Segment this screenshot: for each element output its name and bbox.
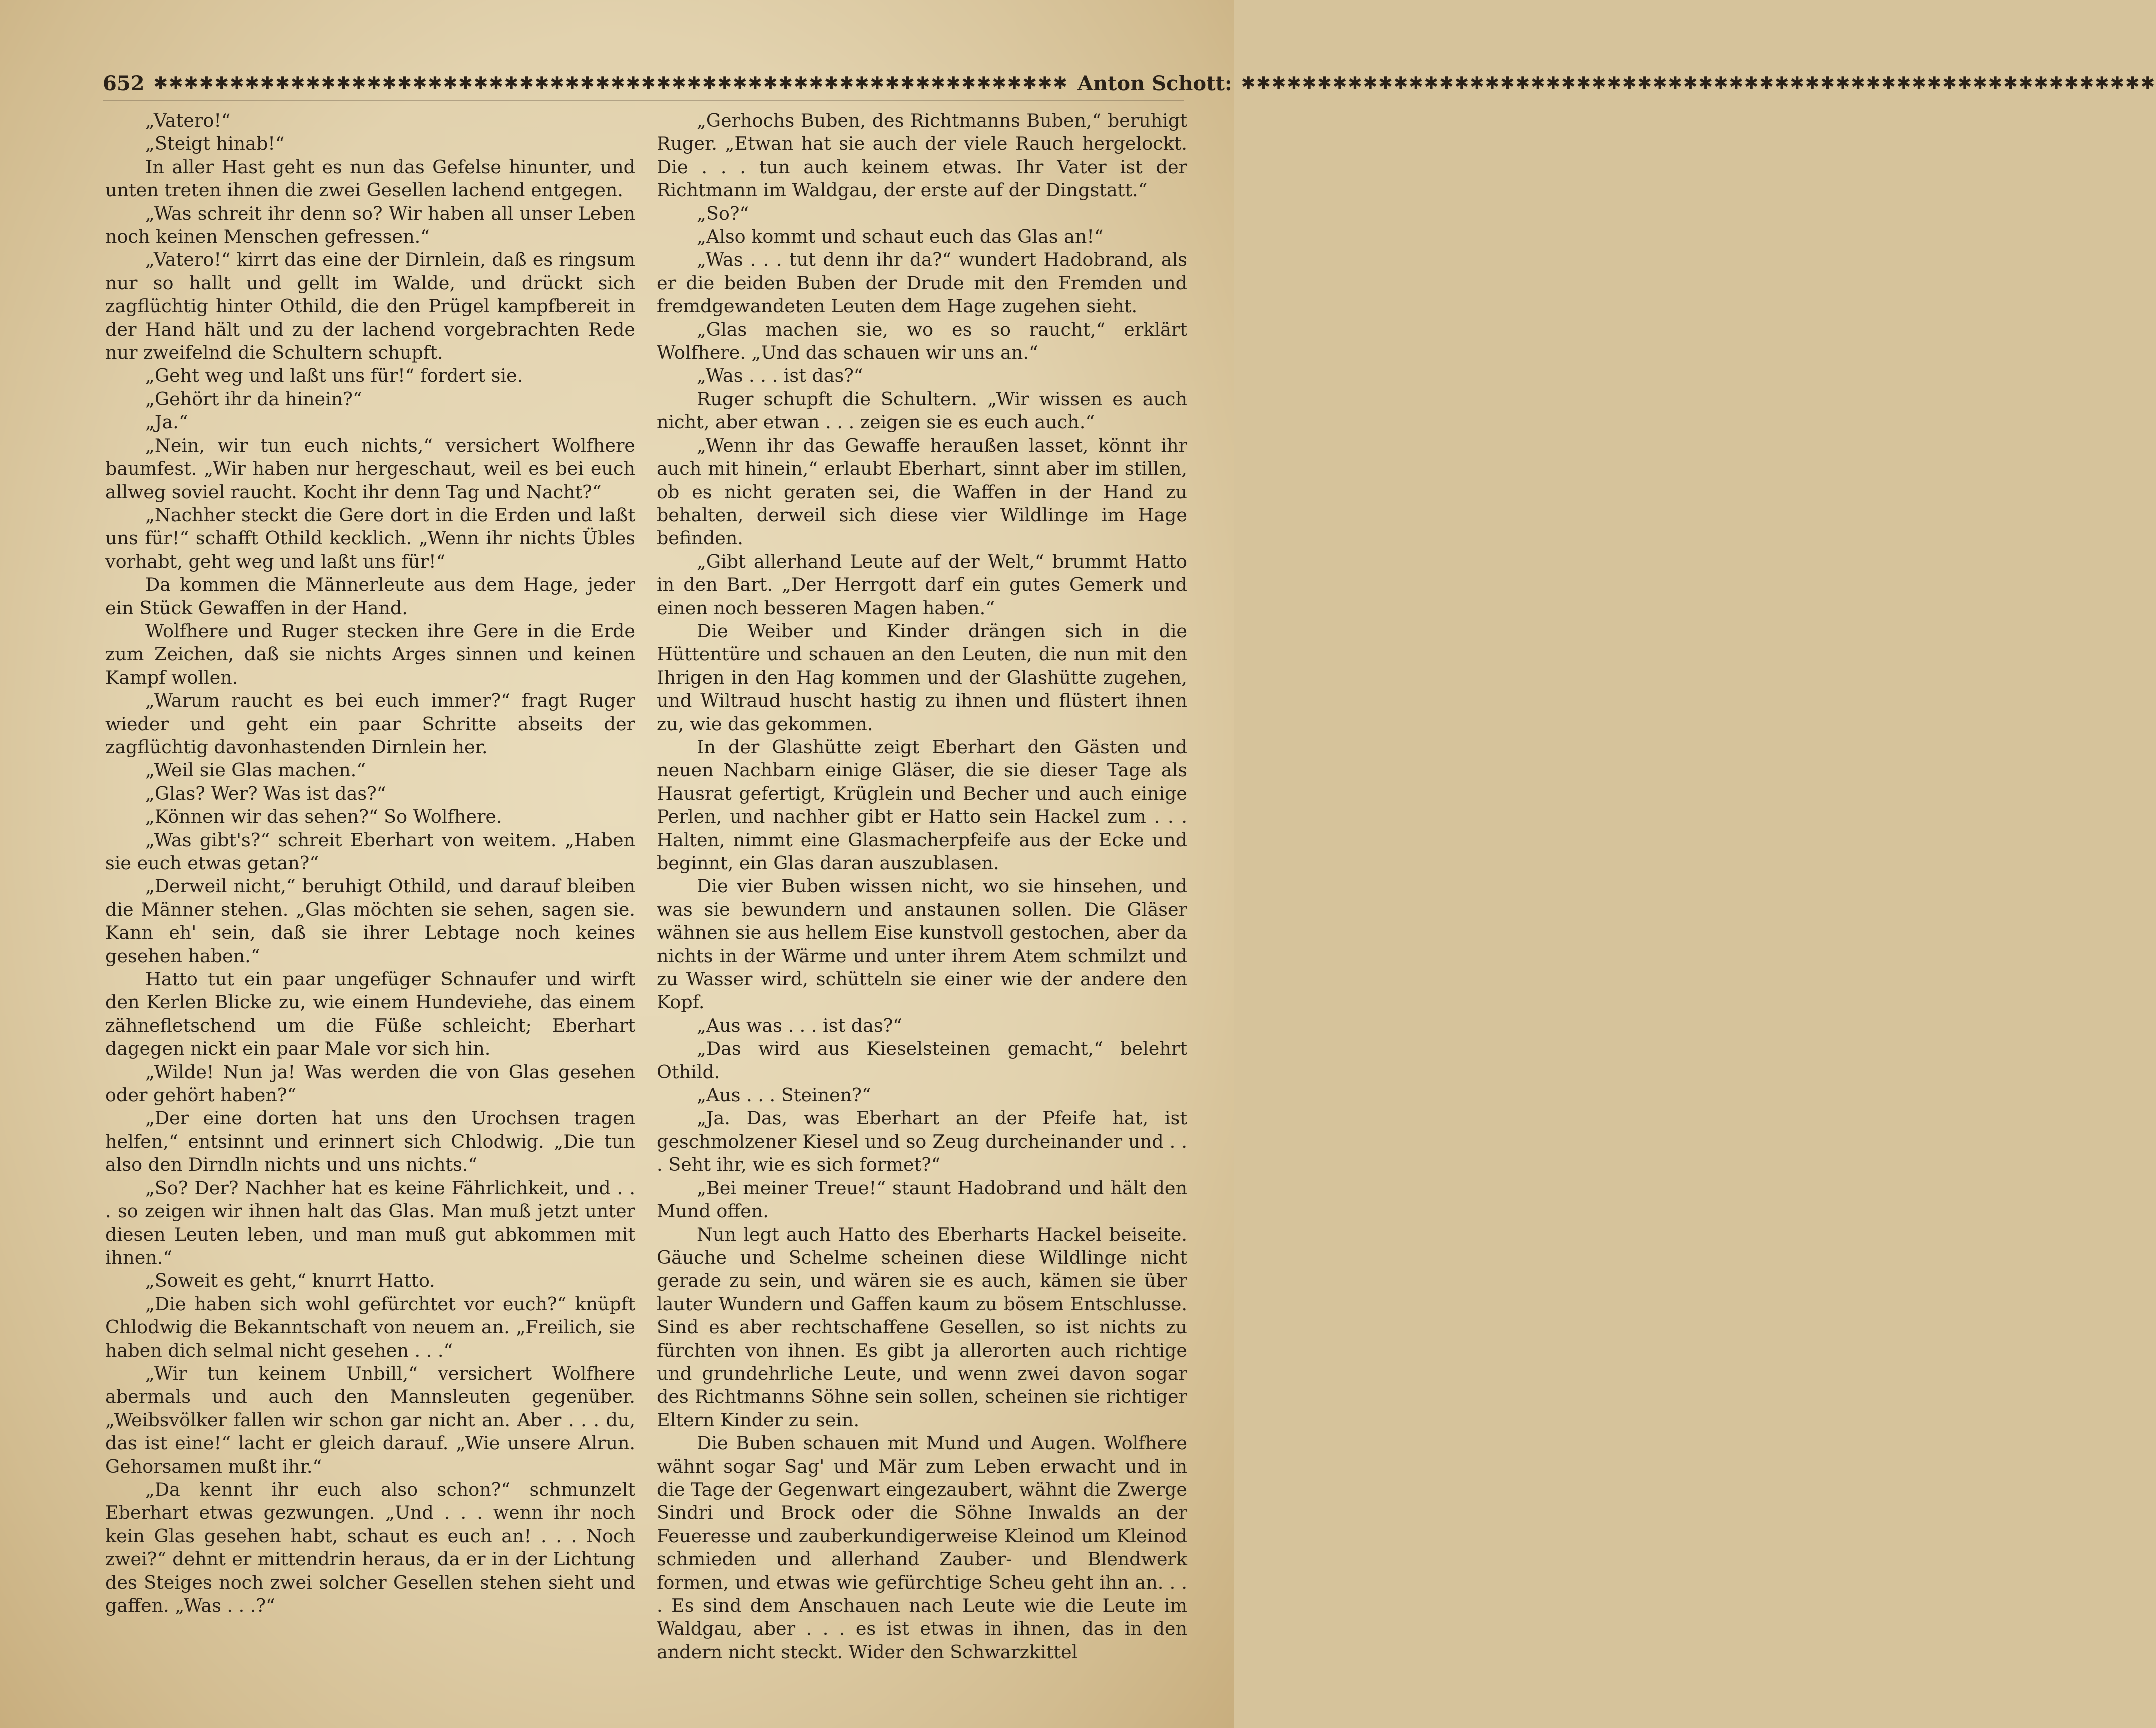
- paragraph: „Was . . . tut denn ihr da?“ wundert Hadobrand, als er die beiden Buben der Drude mit den Fremden und fremdgewandeten Leuten dem Hage zugehen sieht.: [657, 249, 1187, 317]
- paragraph: Wolfhere und Ruger stecken ihre Gere in die Erde zum Zeichen, daß sie nichts Arges sinnen und keinen Kampf wollen.: [105, 620, 635, 688]
- paragraph: „Das wird aus Kieselsteinen gemacht,“ belehrt Othild.: [657, 1038, 1187, 1083]
- page-number: 652: [103, 71, 145, 95]
- paragraph: „Nein, wir tun euch nichts,“ versichert Wolfhere baumfest. „Wir haben nur hergeschaut, weil es bei euch allweg soviel raucht. Kocht ihr denn Tag und Nacht?“: [105, 434, 635, 503]
- paragraph: „Nachher steckt die Gere dort in die Erden und laßt uns für!“ schafft Othild kecklich. „Wenn ihr nichts Übles vorhabt, geht weg und laßt uns für!“: [105, 504, 635, 572]
- paragraph: „Vatero!“ kirrt das eine der Dirnlein, daß es ringsum nur so hallt und gellt im Walde, und drückt sich zagflüchtig hinter Othild, die den Prügel kampfbereit in der Hand hält und zu der lachend vorgebrachten Rede nur zweifelnd die Schultern schupft.: [105, 249, 635, 364]
- paragraph: „Was . . . ist das?“: [697, 365, 863, 387]
- paragraph: „Steigt hinab!“: [145, 133, 285, 155]
- right-text-column: [657, 109, 1187, 1668]
- paragraph: „Geht weg und laßt uns für!“ fordert sie.: [145, 365, 523, 387]
- paragraph: „Gibt allerhand Leute auf der Welt,“ brummt Hatto in den Bart. „Der Herrgott darf ein gutes Gemerk und einen noch besseren Magen haben.“: [657, 550, 1187, 619]
- paragraph: „Können wir das sehen?“ So Wolfhere.: [145, 806, 502, 828]
- header-ornament-left: ✱✱✱✱✱✱✱✱✱✱✱✱✱✱✱✱✱✱✱✱✱✱✱✱✱✱✱✱✱✱✱✱✱✱✱✱✱✱✱✱✱✱✱✱✱✱✱✱✱✱✱✱✱✱✱✱✱✱✱✱: [153, 73, 1068, 93]
- paragraph: „Ja.“: [145, 411, 188, 433]
- paragraph: „Der eine dorten hat uns den Urochsen tragen helfen,“ entsinnt und erinnert sich Chlodwig. „Die tun also den Dirndln nichts und uns nichts.“: [105, 1107, 635, 1176]
- paragraph: „Was gibt's?“ schreit Eberhart von weitem. „Haben sie euch etwas getan?“: [105, 829, 635, 874]
- paragraph: Ruger schupft die Schultern. „Wir wissen es auch nicht, aber etwan . . . zeigen sie es euch auch.“: [657, 388, 1187, 433]
- paragraph: „Was schreit ihr denn so? Wir haben all unser Leben noch keinen Menschen gefressen.“: [105, 202, 635, 248]
- paragraph: „Glas? Wer? Was ist das?“: [145, 782, 386, 804]
- paragraph: „Aus was . . . ist das?“: [697, 1014, 902, 1036]
- paragraph: Die vier Buben wissen nicht, wo sie hinsehen, und was sie bewundern und anstaunen sollen. Die Gläser wähnen sie aus hellem Eise kunstvoll gestochen, aber da nichts in der Wärme und unter ihrem Atem schmilzt und zu Wasser wird, schütteln sie einer wie der andere den Kopf.: [657, 875, 1187, 1013]
- paragraph: „So?“: [697, 202, 749, 224]
- paragraph: „Wir tun keinem Unbill,“ versichert Wolfhere abermals und auch den Mannsleuten gegenüber. „Weibsvölker fallen wir schon gar nicht an. Aber . . . du, das ist eine!“ lacht er gleich darauf. „Wie unsere Alrun. Gehorsamen mußt ihr.“: [105, 1362, 635, 1477]
- paragraph: Nun legt auch Hatto des Eberharts Hackel beiseite. Gäuche und Schelme scheinen diese Wildlinge nicht gerade zu sein, und wären sie es auch, kämen sie über lauter Wundern und Gaffen kaum zu bösem Entschlusse. Sind es aber rechtschaffene Gesellen, so ist nichts zu fürchten von ihnen. Es gibt ja allerorten auch richtige und grundehrliche Leute, und wenn zwei davon sogar des Richtmanns Söhne sein sollen, scheinen sie richtiger Eltern Kinder zu sein.: [657, 1223, 1187, 1431]
- paragraph: „So? Der? Nachher hat es keine Fährlichkeit, und . . . so zeigen wir ihnen halt das Glas. Man muß jetzt unter diesen Leuten leben, und man muß gut abkommen mit ihnen.“: [105, 1177, 635, 1268]
- paragraph: In aller Hast geht es nun das Gefelse hinunter, und unten treten ihnen die zwei Gesellen lachend entgegen.: [105, 156, 635, 201]
- paragraph: „Bei meiner Treue!“ staunt Hadobrand und hält den Mund offen.: [657, 1177, 1187, 1222]
- paragraph: „Derweil nicht,“ beruhigt Othild, und darauf bleiben die Männer stehen. „Glas möchten sie sehen, sagen sie. Kann eh' sein, daß sie ihrer Lebtage noch keines gesehen haben.“: [105, 875, 635, 967]
- paragraph: Die Weiber und Kinder drängen sich in die Hüttentüre und schauen an den Leuten, die nun mit den Ihrigen in den Hag kommen und der Glashütte zugehen, und Wiltraud huscht hastig zu ihnen und flüstert ihnen zu, wie das gekommen.: [657, 620, 1187, 735]
- paragraph: „Glas machen sie, wo es so raucht,“ erklärt Wolfhere. „Und das schauen wir uns an.“: [657, 318, 1187, 364]
- paragraph: „Wilde! Nun ja! Was werden die von Glas gesehen oder gehört haben?“: [105, 1061, 635, 1106]
- paragraph: „Aus . . . Steinen?“: [697, 1084, 871, 1106]
- paragraph: „Soweit es geht,“ knurrt Hatto.: [145, 1270, 435, 1292]
- paragraph: „Wenn ihr das Gewaffe heraußen lasset, könnt ihr auch mit hinein,“ erlaubt Eberhart, sinnt aber im stillen, ob es nicht geraten sei, die Waffen in der Hand zu behalten, derweil sich diese vier Wildlinge im Hage befinden.: [657, 434, 1187, 549]
- paragraph: „Vatero!“: [145, 110, 231, 131]
- header-ornament-right: ✱✱✱✱✱✱✱✱✱✱✱✱✱✱✱✱✱✱✱✱✱✱✱✱✱✱✱✱✱✱✱✱✱✱✱✱✱✱✱✱✱✱✱✱✱✱✱✱✱✱✱✱✱✱✱✱✱✱✱✱: [1241, 73, 2156, 93]
- paragraph: In der Glashütte zeigt Eberhart den Gästen und neuen Nachbarn einige Gläser, die sie dieser Tage als Hausrat gefertigt, Krüglein und Becher und auch einige Perlen, und nachher gibt er Hatto sein Hackel zum . . . Halten, nimmt eine Glasmacherpfeife aus der Ecke und beginnt, ein Glas daran auszublasen.: [657, 736, 1187, 874]
- paragraph: „Warum raucht es bei euch immer?“ fragt Ruger wieder und geht ein paar Schritte abseits der zagflüchtig davonhastenden Dirnlein her.: [105, 690, 635, 758]
- paragraph: Da kommen die Männerleute aus dem Hage, jeder ein Stück Gewaffen in der Hand.: [105, 574, 635, 619]
- header-author: Anton Schott:: [1077, 71, 1232, 95]
- header-rule: [103, 100, 1184, 101]
- running-header: [103, 69, 2156, 97]
- paragraph: „Gerhochs Buben, des Richtmanns Buben,“ beruhigt Ruger. „Etwan hat sie auch der viele Rauch hergelockt. Die . . . tun auch keinem etwas. Ihr Vater ist der Richtmann im Waldgau, der erste auf der Dingstatt.“: [657, 110, 1187, 201]
- paragraph: „Weil sie Glas machen.“: [145, 759, 366, 781]
- paragraph: „Ja. Das, was Eberhart an der Pfeife hat, ist geschmolzener Kiesel und so Zeug durcheinander und . . . Seht ihr, wie es sich formet?“: [657, 1107, 1187, 1176]
- paragraph: Hatto tut ein paar ungefüger Schnaufer und wirft den Kerlen Blicke zu, wie einem Hundeviehe, das einem zähnefletschend um die Füße schleicht; Eberhart dagegen nickt ein paar Male vor sich hin.: [105, 968, 635, 1060]
- left-text-column: [105, 109, 635, 1668]
- paragraph: „Also kommt und schaut euch das Glas an!“: [697, 226, 1104, 248]
- paragraph: „Da kennt ihr euch also schon?“ schmunzelt Eberhart etwas gezwungen. „Und . . . wenn ihr noch kein Glas gesehen habt, schaut es euch an! . . . Noch zwei?“ dehnt er mittendrin heraus, da er in der Lichtung des Steiges noch zwei solcher Gesellen stehen sieht und gaffen. „Was . . .?“: [105, 1478, 635, 1616]
- paragraph: „Die haben sich wohl gefürchtet vor euch?“ knüpft Chlodwig die Bekanntschaft von neuem an. „Freilich, sie haben dich selmal nicht gesehen . . .“: [105, 1293, 635, 1361]
- paragraph: „Gehört ihr da hinein?“: [145, 388, 362, 410]
- paragraph: Die Buben schauen mit Mund und Augen. Wolfhere wähnt sogar Sag' und Mär zum Leben erwacht und in die Tage der Gegenwart eingezaubert, wähnt die Zwerge Sindri und Brock oder die Söhne Inwalds an der Feueresse und zauberkundigerweise Kleinod um Kleinod schmieden und allerhand Zauber- und Blendwerk formen, und etwas wie gefürchtige Scheu geht ihn an. . . . Es sind dem Anschauen nach Leute wie die Leute im Waldgau, aber . . . es ist etwas in ihnen, das in den andern nicht steckt. Wider den Schwarzkittel: [657, 1432, 1187, 1663]
